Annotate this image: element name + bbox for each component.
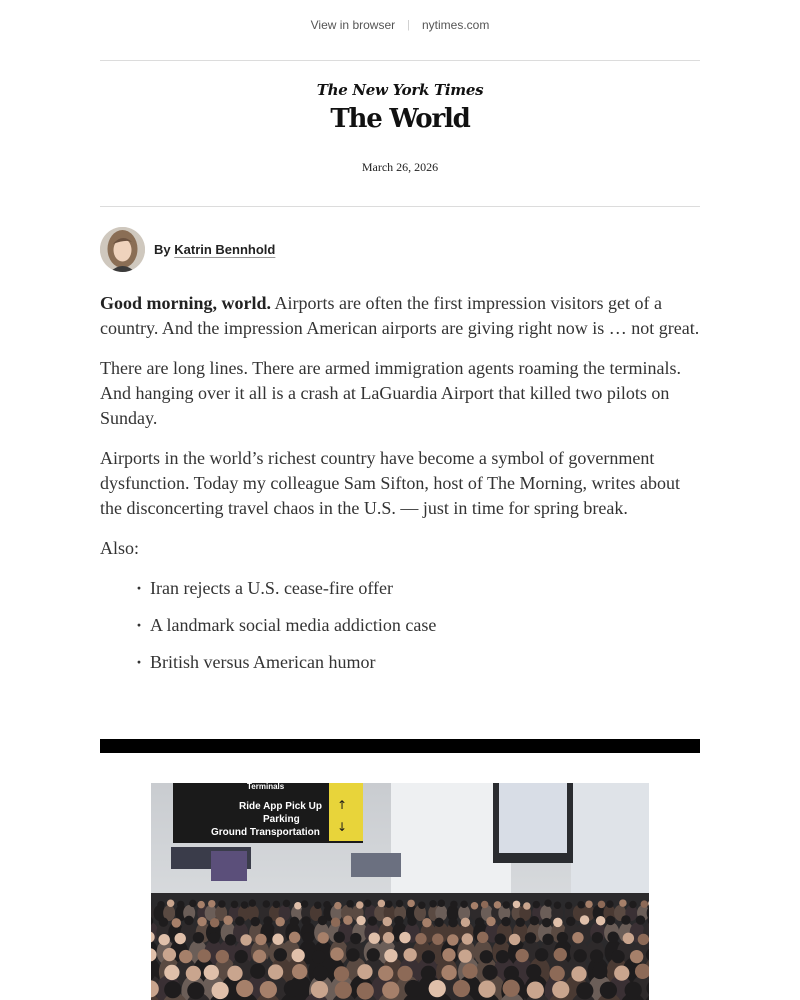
byline-text bbox=[154, 242, 275, 257]
airport-photo[interactable] bbox=[151, 783, 649, 1000]
also-list bbox=[136, 576, 702, 675]
author-link[interactable]: Katrin Bennhold bbox=[174, 242, 276, 257]
byline bbox=[100, 227, 275, 272]
list-item: · Iran rejects a U.S. cease-fire offer bbox=[136, 576, 702, 601]
masthead bbox=[100, 80, 700, 136]
crowd bbox=[151, 899, 649, 1000]
issue-date: March 26, 2026 bbox=[361, 160, 439, 174]
sign-terminals: Terminals bbox=[247, 783, 285, 791]
view-in-browser-link[interactable]: View in browser bbox=[310, 18, 396, 32]
paragraph-3: Airports in the world’s richest country have become a symbol of government dysfunction. Today my colleague Sam Sifton, host of The Morning, writes about the disconcerting travel chaos in the U.S. — just in time for spring break. bbox=[100, 448, 680, 518]
author-avatar bbox=[100, 227, 145, 272]
article-body bbox=[100, 291, 702, 687]
list-item: · A landmark social media addiction case bbox=[136, 613, 702, 638]
sign-parking: Parking bbox=[263, 814, 300, 825]
byline-prefix: By bbox=[154, 242, 171, 257]
header-divider-bottom bbox=[100, 206, 700, 207]
newsletter-title: The World bbox=[330, 104, 470, 134]
also-label: Also: bbox=[100, 538, 140, 558]
lead-paragraph bbox=[100, 291, 702, 341]
lead-text: Airports are often the first impression visitors get of a country. And the impression American airports are giving right now is … not great. bbox=[100, 293, 700, 338]
paragraph-2: There are long lines. There are armed immigration agents roaming the terminals. And hanging over it all is a crash at LaGuardia Airport that killed two pilots on Sunday. bbox=[100, 358, 681, 428]
nytimes-link[interactable]: nytimes.com bbox=[421, 18, 490, 32]
sign-ground-transportation: Ground Transportation bbox=[211, 827, 320, 838]
list-item: · British versus American humor bbox=[136, 650, 702, 675]
topbar-separator: | bbox=[407, 19, 410, 31]
sign-ride-app: Ride App Pick Up bbox=[239, 801, 322, 812]
header-divider-top bbox=[100, 60, 700, 61]
arrow-up-icon: ↑ bbox=[337, 798, 348, 812]
arrow-down-icon: ↓ bbox=[337, 820, 348, 834]
section-divider-bar bbox=[100, 739, 700, 753]
nyt-logo[interactable]: The New York Times bbox=[316, 81, 484, 99]
top-links-bar bbox=[0, 0, 800, 50]
lead-greeting: Good morning, world. bbox=[100, 293, 272, 313]
